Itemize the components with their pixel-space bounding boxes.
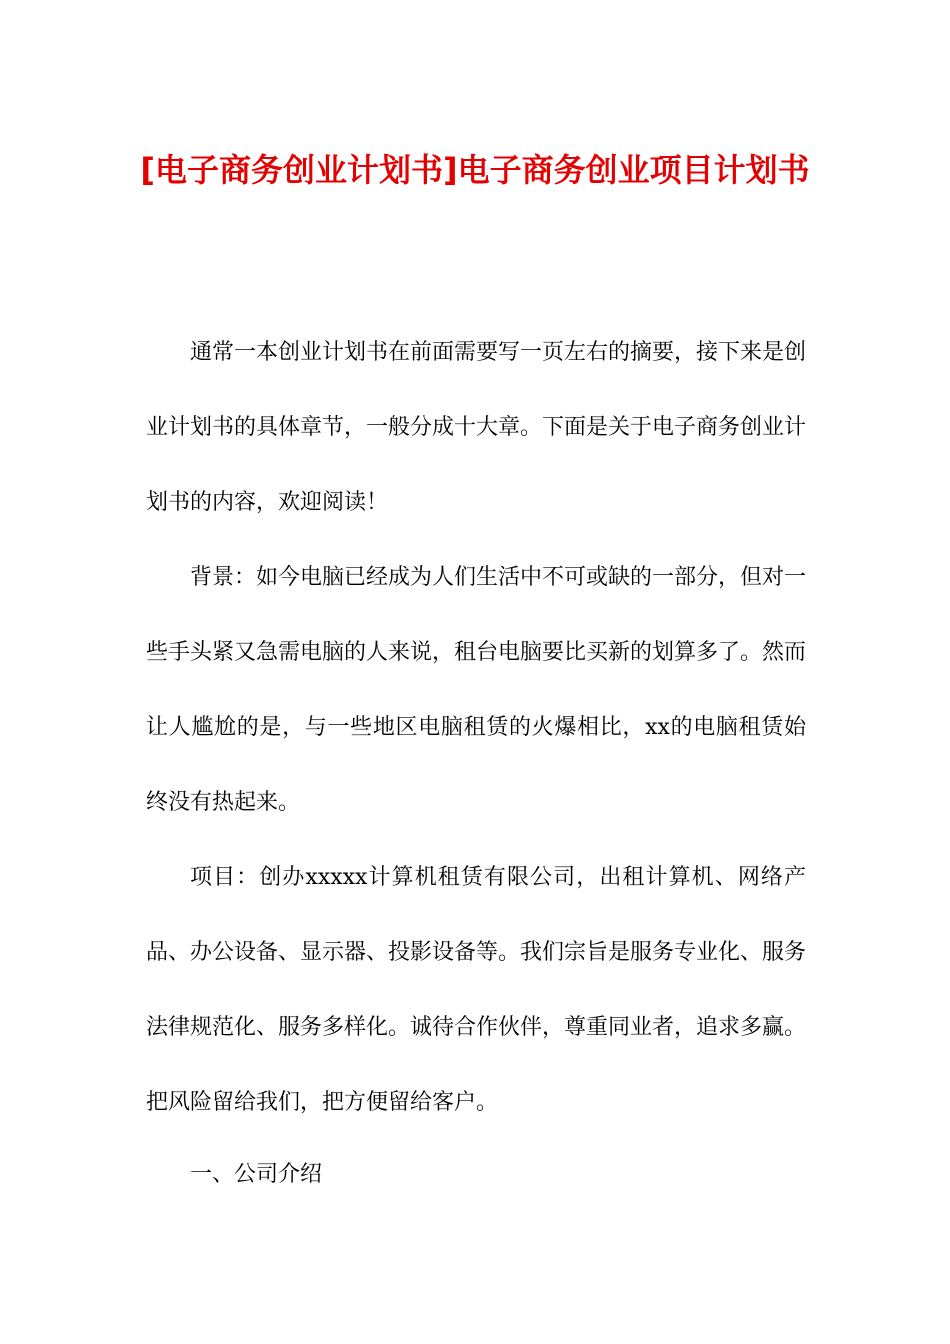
paragraph-text: 背景：如今电脑已经成为人们生活中不可或缺的一部分，但对一些手头紧又急需电脑的人来说，租台电脑要比买新的划算多了。然而让人尴尬的是，与一些地区电脑租赁的火爆相比，xx的电脑租赁始终没有热起来。 — [146, 565, 807, 815]
paragraph-project — [146, 840, 806, 1140]
paragraph-intro — [146, 315, 806, 540]
paragraph-background — [146, 540, 806, 840]
section-heading-company-intro — [146, 1137, 806, 1212]
document-title: [电子商务创业计划书]电子商务创业项目计划书 — [140, 151, 810, 189]
section-heading-text: 一、公司介绍 — [190, 1162, 323, 1187]
paragraph-text: 通常一本创业计划书在前面需要写一页左右的摘要，接下来是创业计划书的具体章节，一般分成十大章。下面是关于电子商务创业计划书的内容，欢迎阅读！ — [146, 340, 807, 515]
paragraph-text: 项目：创办xxxxx计算机租赁有限公司，出租计算机、网络产品、办公设备、显示器、投影设备等。我们宗旨是服务专业化、服务法律规范化、服务多样化。诚待合作伙伴，尊重同业者，追求多赢。把风险留给我们，把方便留给客户。 — [146, 865, 807, 1115]
